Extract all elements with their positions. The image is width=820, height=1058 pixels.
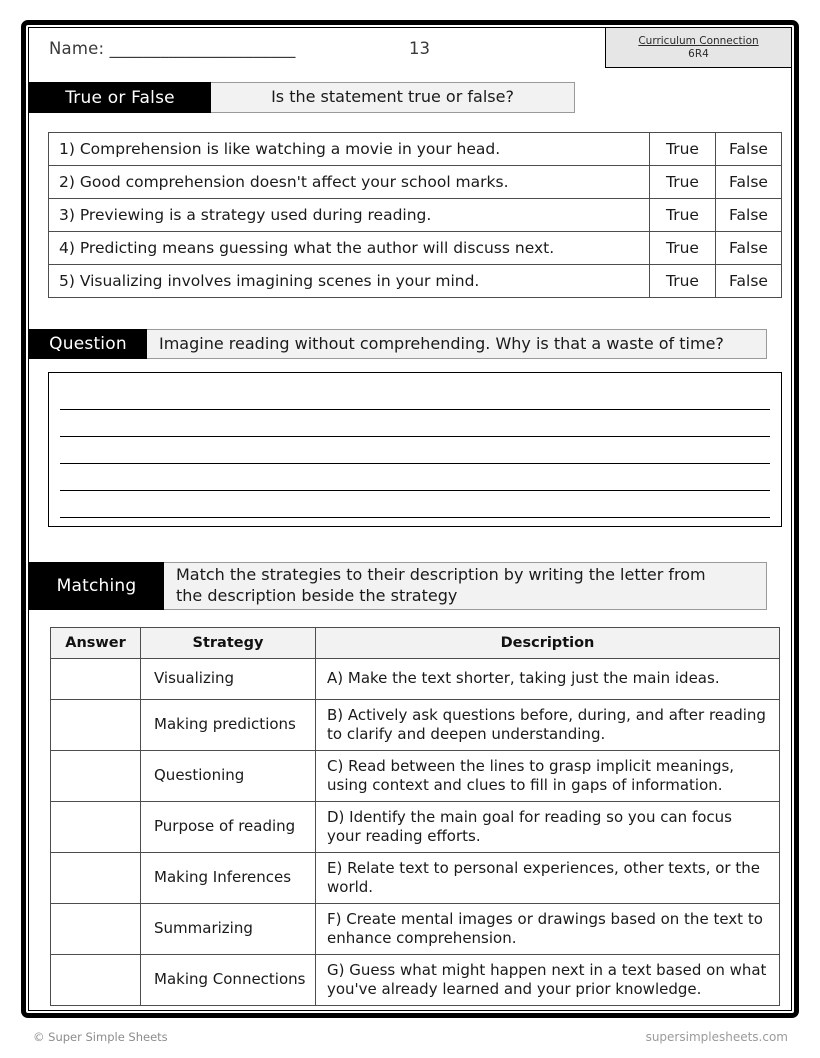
matching-description-cell: D) Identify the main goal for reading so you can focus your reading efforts.: [316, 802, 780, 853]
answer-writing-line[interactable]: [60, 490, 770, 491]
matching-description-cell: A) Make the text shorter, taking just the main ideas.: [316, 659, 780, 700]
matching-section-header: [29, 562, 791, 610]
true-false-statement: 1) Comprehension is like watching a movie in your head.: [49, 133, 650, 166]
question-section-prompt: Imagine reading without comprehending. Why is that a waste of time?: [147, 329, 767, 359]
matching-strategy-cell: Purpose of reading: [141, 802, 316, 853]
matching-column-answer: Answer: [51, 628, 141, 659]
worksheet-footer: [0, 1030, 820, 1058]
matching-strategy-cell: Making Inferences: [141, 853, 316, 904]
footer-copyright: © Super Simple Sheets: [33, 1030, 168, 1044]
matching-description-cell: G) Guess what might happen next in a text based on what you've already learned and your prior knowledge.: [316, 955, 780, 1006]
worksheet-page-border: [21, 20, 799, 1018]
true-false-statement: 5) Visualizing involves imagining scenes in your mind.: [49, 265, 650, 298]
matching-table: [50, 627, 780, 1006]
table-row: [49, 166, 782, 199]
matching-section-prompt: [164, 562, 767, 610]
matching-answer-cell[interactable]: [51, 853, 141, 904]
table-row: [51, 853, 780, 904]
table-row: [51, 700, 780, 751]
table-row: [51, 802, 780, 853]
matching-strategy-cell: Making predictions: [141, 700, 316, 751]
false-option[interactable]: False: [716, 199, 782, 232]
true-option[interactable]: True: [650, 133, 716, 166]
table-row: [51, 955, 780, 1006]
curriculum-connection-title: Curriculum Connection: [638, 34, 759, 47]
matching-column-strategy: Strategy: [141, 628, 316, 659]
true-false-section-header: [29, 82, 791, 113]
table-row: [51, 904, 780, 955]
matching-description-cell: C) Read between the lines to grasp implicit meanings, using context and clues to fill in gaps of information.: [316, 751, 780, 802]
matching-strategy-cell: Making Connections: [141, 955, 316, 1006]
table-row: [49, 232, 782, 265]
matching-answer-cell[interactable]: [51, 802, 141, 853]
matching-table-head: [51, 628, 780, 659]
matching-answer-cell[interactable]: [51, 955, 141, 1006]
matching-description-cell: F) Create mental images or drawings based on the text to enhance comprehension.: [316, 904, 780, 955]
true-false-table: [48, 132, 782, 298]
matching-table-body: [51, 659, 780, 1006]
matching-prompt-line-2: the description beside the strategy: [176, 586, 458, 605]
answer-writing-line[interactable]: [60, 409, 770, 410]
matching-description-cell: E) Relate text to personal experiences, other texts, or the world.: [316, 853, 780, 904]
true-false-section-prompt: Is the statement true or false?: [211, 82, 575, 113]
table-row: [51, 751, 780, 802]
worksheet-header: [29, 28, 791, 80]
table-row: [49, 265, 782, 298]
false-option[interactable]: False: [716, 232, 782, 265]
true-false-statement: 3) Previewing is a strategy used during reading.: [49, 199, 650, 232]
answer-writing-line[interactable]: [60, 436, 770, 437]
matching-answer-cell[interactable]: [51, 751, 141, 802]
answer-writing-line[interactable]: [60, 463, 770, 464]
curriculum-connection-code: 6R4: [688, 47, 709, 60]
true-false-table-body: [49, 133, 782, 298]
matching-prompt-line-1: Match the strategies to their description by writing the letter from: [176, 565, 706, 585]
false-option[interactable]: False: [716, 265, 782, 298]
question-section-tag: Question: [29, 329, 147, 359]
matching-answer-cell[interactable]: [51, 904, 141, 955]
matching-answer-cell[interactable]: [51, 700, 141, 751]
table-row: [49, 199, 782, 232]
worksheet-page-inner: [28, 27, 792, 1011]
matching-strategy-cell: Visualizing: [141, 659, 316, 700]
false-option[interactable]: False: [716, 133, 782, 166]
matching-table-header-row: [51, 628, 780, 659]
footer-website: supersimplesheets.com: [645, 1030, 788, 1044]
true-false-statement: 2) Good comprehension doesn't affect your school marks.: [49, 166, 650, 199]
page-number: 13: [409, 39, 430, 58]
true-option[interactable]: True: [650, 199, 716, 232]
matching-description-cell: B) Actively ask questions before, during, and after reading to clarify and deepen understanding.: [316, 700, 780, 751]
true-option[interactable]: True: [650, 265, 716, 298]
curriculum-connection-badge: [605, 28, 791, 68]
matching-answer-cell[interactable]: [51, 659, 141, 700]
matching-column-description: Description: [316, 628, 780, 659]
table-row: [49, 133, 782, 166]
question-section-header: [29, 329, 791, 359]
true-option[interactable]: True: [650, 232, 716, 265]
student-name-field[interactable]: Name: ______________________: [49, 39, 296, 58]
matching-strategy-cell: Summarizing: [141, 904, 316, 955]
answer-writing-line[interactable]: [60, 517, 770, 518]
true-false-section-tag: True or False: [29, 82, 211, 113]
false-option[interactable]: False: [716, 166, 782, 199]
table-row: [51, 659, 780, 700]
matching-section-tag: Matching: [29, 562, 164, 610]
true-option[interactable]: True: [650, 166, 716, 199]
question-answer-box[interactable]: [48, 372, 782, 527]
matching-strategy-cell: Questioning: [141, 751, 316, 802]
true-false-statement: 4) Predicting means guessing what the author will discuss next.: [49, 232, 650, 265]
